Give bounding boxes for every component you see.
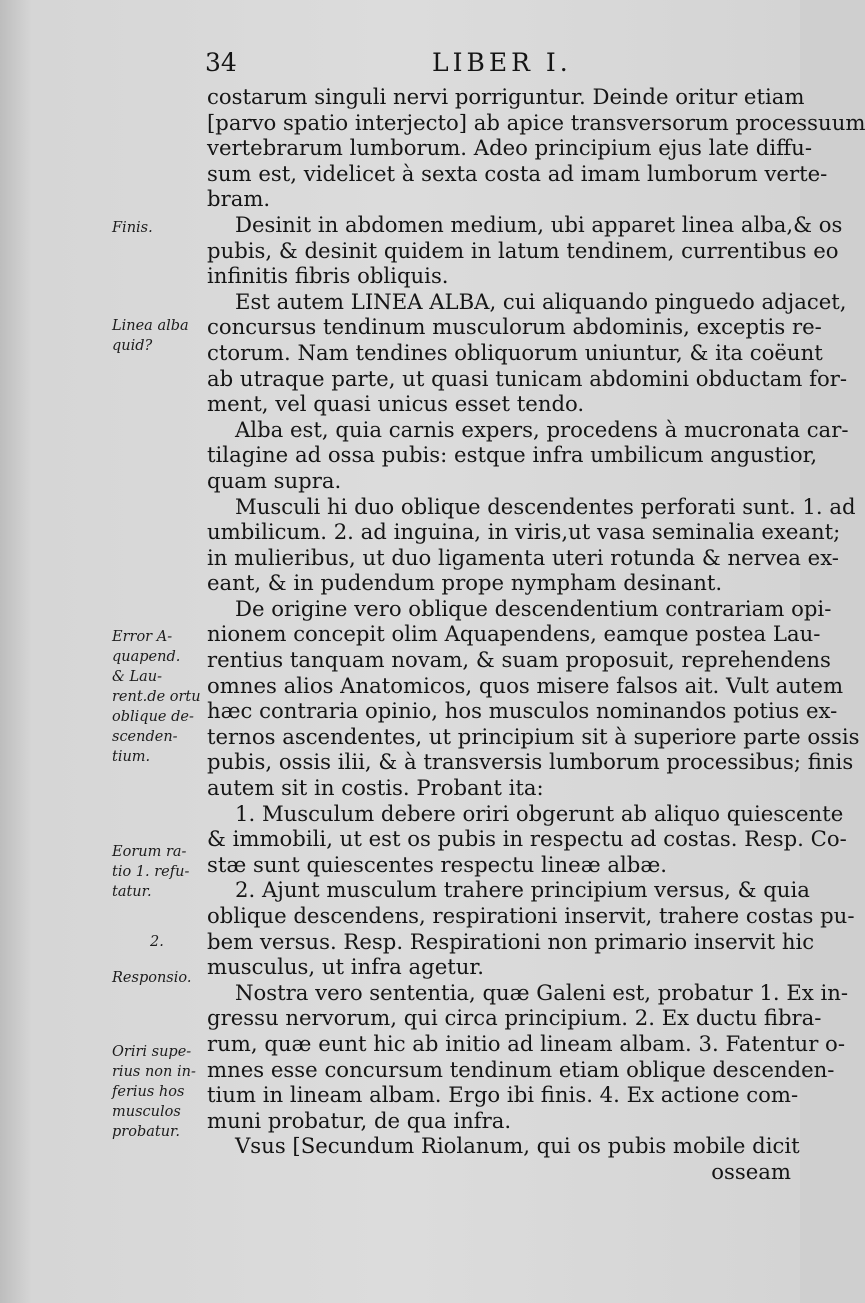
text-line: Desinit in abdomen medium, ubi apparet linea alba,& os xyxy=(235,211,843,237)
text-line: tium in lineam albam. Ergo ibi finis. 4. Ex actione com- xyxy=(207,1082,799,1108)
text-line: stæ sunt quiescentes respectu lineæ albæ. xyxy=(207,851,667,877)
text-line: ment, vel quasi unicus esset tendo. xyxy=(207,391,585,417)
text-line: vertebrarum lumborum. Adeo principium ejus late diffu- xyxy=(207,135,812,161)
margin-note-line: 2. xyxy=(150,934,164,950)
text-line: Est autem LINEA ALBA, cui aliquando pinguedo adjacet, xyxy=(235,288,847,314)
margin-note-oriri xyxy=(112,1042,196,1142)
margin-note-line: Eorum ra- xyxy=(112,844,187,860)
text-line: ctorum. Nam tendines obliquorum uniuntur, & ita coëunt xyxy=(207,339,823,365)
margin-note-line: rent.de ortu xyxy=(112,689,201,705)
text-line: umbilicum. 2. ad inguina, in viris,ut vasa seminalia exeant; xyxy=(207,519,841,545)
margin-note-line: quid? xyxy=(112,338,153,354)
text-line: costarum singuli nervi porriguntur. Deinde oritur etiam xyxy=(207,84,805,109)
margin-note-line: tio 1. refu- xyxy=(112,864,190,880)
margin-note-error xyxy=(112,627,201,767)
margin-note-line: Finis. xyxy=(112,220,153,236)
text-line: infinitis fibris obliquis. xyxy=(207,263,449,289)
margin-note-line: tatur. xyxy=(112,884,152,900)
text-line: ab utraque parte, ut quasi tunicam abdomini obductam for- xyxy=(207,365,847,391)
text-line: 2. Ajunt musculum trahere principium versus, & quia xyxy=(235,877,810,903)
text-line: nionem concepit olim Aquapendens, eamque postea Lau- xyxy=(207,621,821,647)
margin-note-line: & Lau- xyxy=(112,669,163,685)
text-line: Vsus [Secundum Riolanum, qui os pubis mobile dicit xyxy=(235,1133,800,1159)
text-line: musculus, ut infra agetur. xyxy=(207,954,484,980)
margin-note-responsio xyxy=(112,968,191,988)
text-line: bram. xyxy=(207,186,271,212)
text-line: [parvo spatio interjecto] ab apice transversorum processuum xyxy=(207,109,865,135)
text-line: De origine vero oblique descendentium contrariam opi- xyxy=(235,595,832,621)
text-line: ternos ascendentes, ut principium sit à superiore parte ossis xyxy=(207,723,860,749)
text-line: rum, quæ eunt hic ab initio ad lineam albam. 3. Fatentur o- xyxy=(207,1030,845,1056)
margin-note-line: oblique de- xyxy=(112,709,194,725)
page-header xyxy=(0,48,800,82)
margin-note-line: tium. xyxy=(112,749,151,765)
text-line: hæc contraria opinio, hos musculos nominandos potius ex- xyxy=(207,698,838,724)
running-head: LIBER I. xyxy=(432,48,572,77)
text-line: oblique descendens, respirationi inservit, trahere costas pu- xyxy=(207,903,855,928)
text-line: gressu nervorum, qui circa principium. 2. Ex ductu fibra- xyxy=(207,1005,822,1031)
margin-note-line: scenden- xyxy=(112,729,178,745)
margin-note-line: Error A- xyxy=(112,629,173,645)
margin-note-line: quapend. xyxy=(112,649,181,665)
margin-note-line: Responsio. xyxy=(112,970,192,986)
text-line: Alba est, quia carnis expers, procedens à mucronata car- xyxy=(235,416,849,442)
text-line: Nostra vero sententia, quæ Galeni est, probatur 1. Ex in- xyxy=(235,979,849,1005)
body-text xyxy=(207,84,865,1185)
margin-note-linea-alba xyxy=(112,316,189,356)
margin-note-two xyxy=(150,932,164,952)
text-line: pubis, ossis ilii, & à transversis lumborum processibus; finis xyxy=(207,749,854,775)
margin-note-line: ferius hos xyxy=(112,1084,185,1100)
text-line: mnes esse concursum tendinum etiam oblique descenden- xyxy=(207,1056,835,1082)
text-line: & immobili, ut est os pubis in respectu ad costas. Resp. Co- xyxy=(207,826,847,852)
text-line: eant, & in pudendum prope nympham desinant. xyxy=(207,570,723,596)
margin-note-finis xyxy=(112,218,153,238)
margin-note-line: Oriri supe- xyxy=(112,1044,192,1060)
text-line: muni probatur, de qua infra. xyxy=(207,1107,512,1133)
text-line: bem versus. Resp. Respirationi non primario inservit hic xyxy=(207,928,815,954)
margin-note-line: musculos xyxy=(112,1104,181,1120)
margin-note-line: probatur. xyxy=(112,1124,180,1140)
text-line: quam supra. xyxy=(207,467,342,493)
text-line: tilagine ad ossa pubis: estque infra umbilicum angustior, xyxy=(207,442,818,468)
text-line: pubis, & desinit quidem in latum tendinem, currentibus eo xyxy=(207,237,839,263)
text-line: autem sit in costis. Probant ita: xyxy=(207,775,544,801)
text-line: rentius tanquam novam, & suam proposuit, reprehendens xyxy=(207,647,831,673)
page-number: 34 xyxy=(205,48,237,77)
text-line: concursus tendinum musculorum abdominis, exceptis re- xyxy=(207,314,822,340)
text-line: in mulieribus, ut duo ligamenta uteri rotunda & nervea ex- xyxy=(207,544,839,570)
margin-note-line: rius non in- xyxy=(112,1064,196,1080)
margin-note-eorum-ratio xyxy=(112,842,189,902)
text-line: sum est, videlicet à sexta costa ad imam lumborum verte- xyxy=(207,160,828,186)
text-line: omnes alios Anatomicos, quos misere falsos ait. Vult autem xyxy=(207,672,844,698)
catchword: osseam xyxy=(711,1158,791,1184)
text-line: 1. Musculum debere oriri obgerunt ab aliquo quiescente xyxy=(235,800,844,826)
text-line: Musculi hi duo oblique descendentes perforati sunt. 1. ad xyxy=(235,493,856,519)
margin-note-line: Linea alba xyxy=(112,318,189,334)
